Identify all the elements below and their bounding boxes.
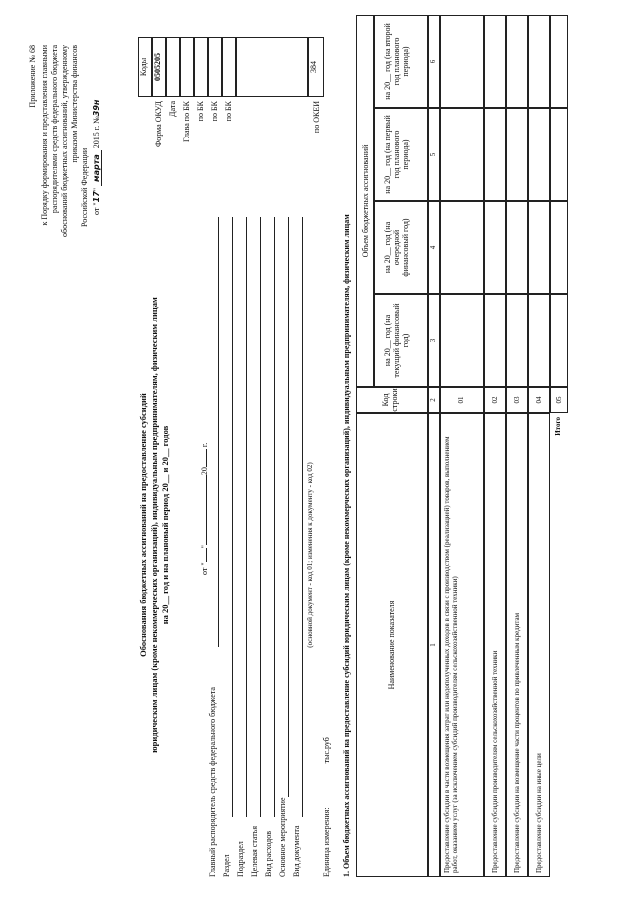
table-row-01-code: 01 xyxy=(440,387,484,413)
field-podrazdel-label: Подраздел xyxy=(236,841,245,877)
header-line-2: распорядителями средств федерального бюджета xyxy=(50,45,59,214)
table-row-02-cell[interactable] xyxy=(484,294,506,387)
table-total-cell[interactable] xyxy=(550,108,568,201)
codes-block xyxy=(138,27,333,197)
form-date-line: от ""20 г. xyxy=(200,442,209,575)
field-razdel xyxy=(222,217,236,877)
codes-value-okei: 384 xyxy=(308,37,324,97)
form-title-line-3: на 20__ год и на плановый период 20__ и 20__ годов xyxy=(160,425,170,625)
header-line-5: Российской Федерации xyxy=(80,147,89,227)
units-value: тыс.руб xyxy=(322,737,331,764)
field-main-activity xyxy=(278,217,292,877)
table-row-03-name: Предоставление субсидии на возмещение части процентов по привлеченным кредитам xyxy=(506,413,528,877)
table-row-01-cell[interactable] xyxy=(440,201,484,294)
table-row-01-cell[interactable] xyxy=(440,15,484,108)
th-budget-volume: Объем бюджетных ассигнований xyxy=(356,15,374,387)
table-row-04-cell[interactable] xyxy=(528,15,550,108)
table-total-cell[interactable] xyxy=(550,294,568,387)
codes-value-blank xyxy=(236,37,308,97)
form-title-line-1: Обоснования бюджетных ассигнований на предоставление субсидий xyxy=(138,393,148,657)
table-row-02-code: 02 xyxy=(484,387,506,413)
codes-value-okud: 0505205 xyxy=(152,37,166,97)
th-plan-year-2: на 20__ год (на второй год планового периода) xyxy=(374,15,428,108)
field-target-article-label: Целевая статья xyxy=(250,825,259,877)
codes-value-glava xyxy=(180,37,194,97)
table-row-04-cell[interactable] xyxy=(528,108,550,201)
codes-value-bk-3 xyxy=(222,37,236,97)
field-podrazdel xyxy=(236,217,250,877)
table-row-04-code: 04 xyxy=(528,387,550,413)
budget-table xyxy=(356,15,600,877)
table-total-label: Итого xyxy=(554,417,562,436)
field-razdel-label: Раздел xyxy=(222,854,231,877)
field-target-article xyxy=(250,217,264,877)
table-row-02-cell[interactable] xyxy=(484,108,506,201)
date-month: марта xyxy=(92,150,102,186)
appendix-number: Приложение № 68 xyxy=(28,45,37,108)
table-row-04-name: Предоставление субсидии на иные цели xyxy=(528,413,550,877)
table-row-03-cell[interactable] xyxy=(506,201,528,294)
table-row-02-cell[interactable] xyxy=(484,15,506,108)
col-num-6: 6 xyxy=(428,15,440,108)
codes-label-glava: Глава по БК xyxy=(182,101,191,142)
units-line xyxy=(322,577,331,877)
doc-type-hint: (основной документ - код 01; изменения к документу - код 02) xyxy=(306,462,314,648)
codes-value-date xyxy=(166,37,180,97)
field-doc-type-label: Вид документа xyxy=(292,825,301,877)
codes-label-bk-3: по БК xyxy=(224,101,233,122)
table-row-03-cell[interactable] xyxy=(506,15,528,108)
table-total-code: 05 xyxy=(550,387,568,413)
section-1-title: 1. Объем бюджетных ассигнований на предоставление субсидий юридическим лицам (кроме некоммерческих организаций), индивидуальным предпринимателям, физическим лицам xyxy=(342,214,351,877)
field-main-activity-label: Основное мероприятие xyxy=(278,797,287,877)
table-row-03-cell[interactable] xyxy=(506,294,528,387)
th-current-year: на 20__ год (на текущий финансовый год) xyxy=(374,294,428,387)
table-row-02-name: Предоставление субсидии производителям сельскохозяйственной техники xyxy=(484,413,506,877)
field-doc-type xyxy=(292,217,306,877)
codes-label-date: Дата xyxy=(168,101,177,117)
header-line-3: обоснований бюджетных ассигнований, утвержденному xyxy=(60,45,69,237)
table-row-01-name: Предоставление субсидии в части возмещения затрат или недополученных доходов в связи с производством (реализацией) товаров, выполнением работ, оказанием услуг (за исключением субсидий производителям сельскохозяйственной техники) xyxy=(440,413,484,877)
table-row-04-cell[interactable] xyxy=(528,201,550,294)
form-title-line-2: юридическим лицам (кроме некоммерческих организаций), индивидуальным предпринимателям, физическим лицам xyxy=(149,297,159,753)
header-line-4: приказом Министерства финансов xyxy=(70,45,79,163)
table-row-01-cell[interactable] xyxy=(440,108,484,201)
codes-value-bk-1 xyxy=(194,37,208,97)
table-total-cell[interactable] xyxy=(550,201,568,294)
col-num-3: 3 xyxy=(428,294,440,387)
codes-label-okei: по ОКЕИ xyxy=(312,101,321,134)
units-label: Единица измерения: xyxy=(322,807,331,877)
codes-header: Коды xyxy=(138,37,152,97)
th-row-code: Код строки xyxy=(356,387,428,413)
codes-value-bk-2 xyxy=(208,37,222,97)
th-next-year: на 20__ год (на очередной финансовый год) xyxy=(374,201,428,294)
date-number: 39н xyxy=(92,99,101,117)
field-expense-type-label: Вид расходов xyxy=(264,831,273,877)
codes-label-bk-2: по БК xyxy=(210,101,219,122)
field-chief-manager-label: Главный распорядитель средств федерального бюджета xyxy=(208,687,217,877)
table-row-03-cell[interactable] xyxy=(506,108,528,201)
col-num-4: 4 xyxy=(428,201,440,294)
col-num-1: 1 xyxy=(428,413,440,877)
codes-label-okud: Форма ОКУД xyxy=(154,101,163,148)
date-day: 17 xyxy=(92,191,101,203)
approval-date: от "17" марта 2015 г. №39н xyxy=(92,99,101,215)
th-indicator-name: Наименование показателя xyxy=(356,413,428,877)
table-row-02-cell[interactable] xyxy=(484,201,506,294)
col-num-5: 5 xyxy=(428,108,440,201)
field-chief-manager xyxy=(208,217,222,877)
field-expense-type xyxy=(264,217,278,877)
header-line-1: к Порядку формирования и представления главными xyxy=(40,45,49,226)
table-row-01-cell[interactable] xyxy=(440,294,484,387)
th-plan-year-1: на 20__ год (на первый год планового периода) xyxy=(374,108,428,201)
table-total-cell[interactable] xyxy=(550,15,568,108)
col-num-2: 2 xyxy=(428,387,440,413)
table-row-03-code: 03 xyxy=(506,387,528,413)
table-row-04-cell[interactable] xyxy=(528,294,550,387)
codes-label-bk-1: по БК xyxy=(196,101,205,122)
